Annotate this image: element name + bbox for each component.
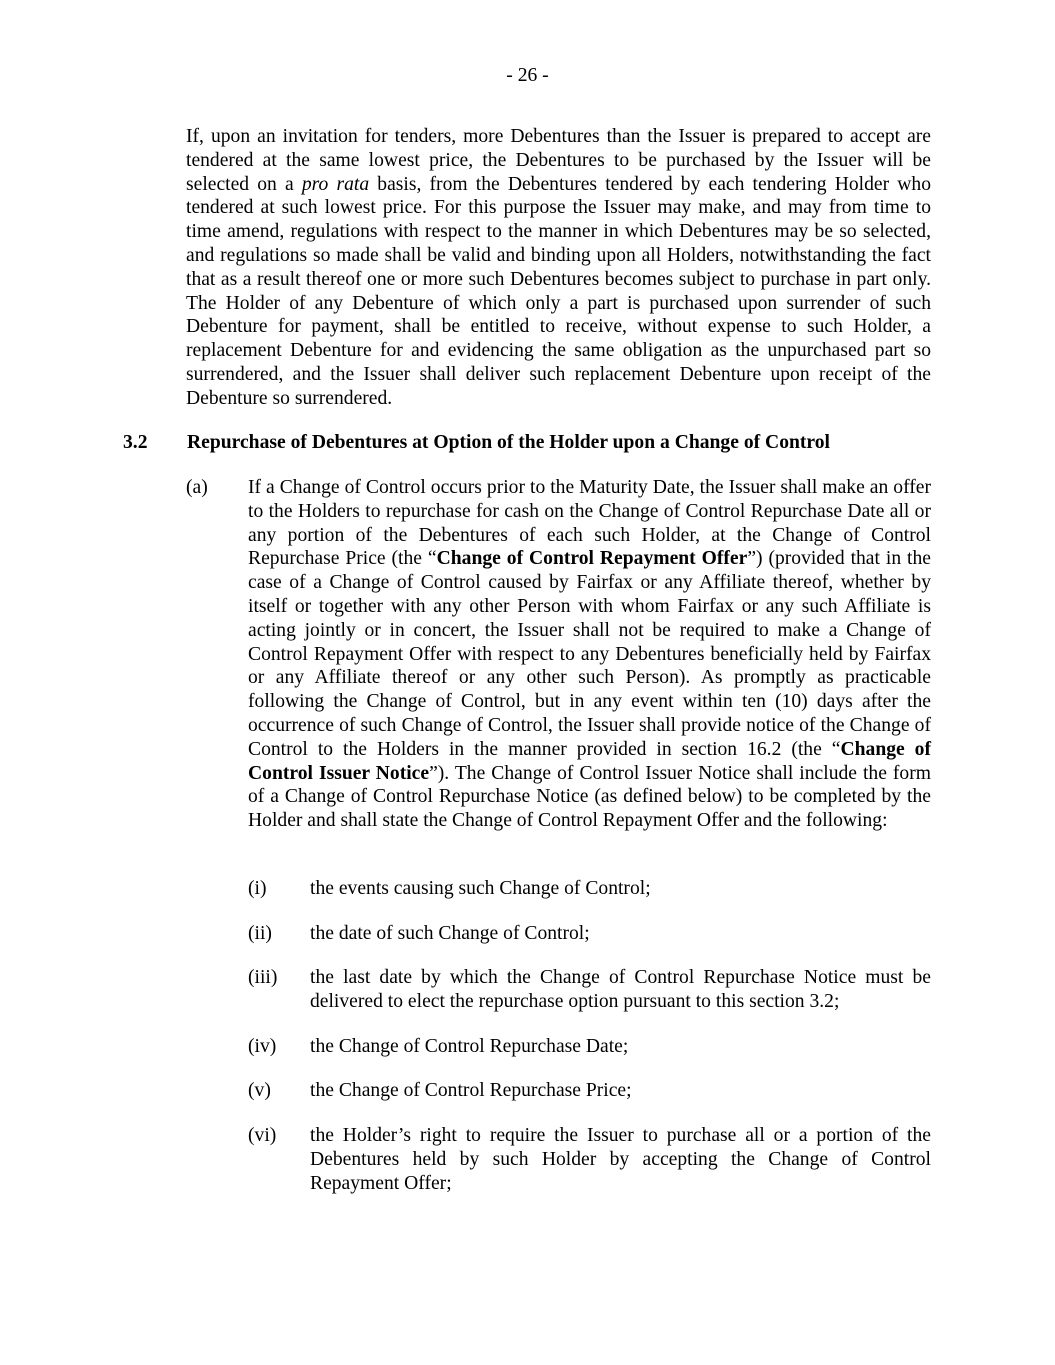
- intro-text-1: If, upon an invitation for tenders, more Debentures than the Issuer is prepared to accept are tendered at the same lowest price, the Debentures to be purchased by the Issuer will be selected on a: [186, 126, 931, 195]
- list-item-label: (i): [248, 878, 267, 899]
- paragraph-a: [186, 476, 931, 833]
- list-item-v: [248, 1079, 931, 1103]
- paragraph-a-text-2: ”) (provided that in the case of a Change of Control caused by Fairfax or any Affiliate thereof, whether by itself or together with any other Person with whom Fairfax or any such Affiliate is acting jointly or in concert, the Issuer shall not be required to make a Change of Control Repayment Offer with respect to any Debentures beneficially held by Fairfax or any Affiliate thereof or any other such Person). As promptly as practicable following the Change of Control, but in any event within ten (10) days after the occurrence of such Change of Control, the Issuer shall provide notice of the Change of Control to the Holders in the manner provided in section 16.2 (the “: [248, 548, 931, 760]
- list-item-ii: [248, 922, 931, 946]
- list-item-text: the Change of Control Repurchase Date;: [310, 1036, 629, 1057]
- list-item-label: (v): [248, 1080, 271, 1101]
- paragraph-a-text-1: If a Change of Control occurs prior to the Maturity Date, the Issuer shall make an offer to the Holders to repurchase for cash on the Change of Control Repurchase Date all or any portion of the Debentures of each such Holder, at the Change of Control Repurchase Price (the “: [248, 477, 931, 570]
- page-number: - 26 -: [506, 65, 549, 86]
- intro-paragraph: [186, 125, 931, 411]
- intro-text-2: basis, from the Debentures tendered by each tendering Holder who tendered at such lowest price. For this purpose the Issuer may make, and may from time to time amend, regulations with respect to the manner in which Debentures may be so selected, and regulations so made shall be valid and binding upon all Holders, notwithstanding the fact that as a result thereof one or more such Debentures becomes subject to purchase in part only. The Holder of any Debenture of which only a part is purchased upon surrender of such Debenture for payment, shall be entitled to receive, without expense to such Holder, a replacement Debenture for and evidencing the same obligation as the unpurchased part so surrendered, and the Issuer shall deliver such replacement Debenture upon receipt of the Debenture so surrendered.: [186, 173, 931, 409]
- paragraph-a-text-3: ”). The Change of Control Issuer Notice shall include the form of a Change of Control Repurchase Notice (as defined below) to be completed by the Holder and shall state the Change of Control Repayment Offer and the following:: [248, 762, 931, 832]
- list-item-text: the Holder’s right to require the Issuer to purchase all or a portion of the Debentures held by such Holder by accepting the Change of Control Repayment Offer;: [310, 1125, 931, 1194]
- list-item-text: the last date by which the Change of Control Repurchase Notice must be delivered to elect the repurchase option pursuant to this section 3.2;: [310, 967, 931, 1012]
- intro-italic: pro rata: [301, 173, 370, 195]
- list-item-iv: [248, 1035, 931, 1059]
- list-item-label: (iii): [248, 967, 278, 988]
- paragraph-a-label: (a): [186, 477, 208, 498]
- paragraph-a-body: [248, 476, 931, 833]
- defined-term-repayment-offer: Change of Control Repayment Offer: [436, 548, 748, 570]
- defined-term-issuer-notice: Change of Control Issuer Notice: [248, 738, 931, 784]
- list-item-iii: [248, 966, 931, 1014]
- section-title: Repurchase of Debentures at Option of the Holder upon a Change of Control: [187, 432, 830, 453]
- list-item-text: the date of such Change of Control;: [310, 923, 590, 944]
- list-item-label: (vi): [248, 1125, 277, 1146]
- list-item-i: [248, 877, 931, 901]
- list-item-vi: [248, 1124, 931, 1195]
- list-item-text: the events causing such Change of Control;: [310, 878, 651, 899]
- section-heading: [123, 431, 943, 455]
- list-item-label: (iv): [248, 1036, 277, 1057]
- list-item-label: (ii): [248, 923, 272, 944]
- section-number: 3.2: [123, 432, 148, 453]
- list-item-text: the Change of Control Repurchase Price;: [310, 1080, 632, 1101]
